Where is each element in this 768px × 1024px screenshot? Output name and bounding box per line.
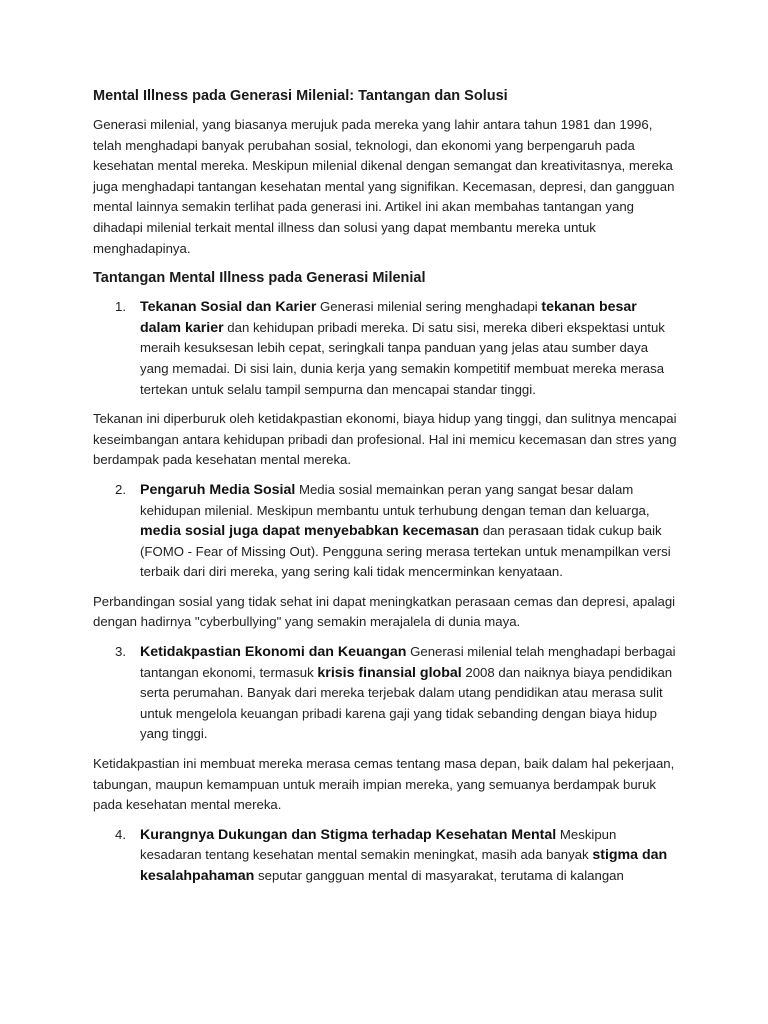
list-item-text: dan perasaan tidak cukup baik (FOMO - Fear of Missing Out). Pengguna sering merasa tertekan untuk menampilkan versi terbaik dari diri mereka, yang sering kali tidak mencerminkan kenyataan. [140,523,671,580]
list-item-number: 4. [115,826,126,842]
body-paragraph: Perbandingan sosial yang tidak sehat ini dapat meningkatkan perasaan cemas dan depresi, apalagi dengan hadirnya "cyberbullying" yang semakin merajalela di dunia maya. [93,593,676,630]
document-title: Mental Illness pada Generasi Milenial: Tantangan dan Solusi [93,88,508,104]
list-item-title: Kurangnya Dukungan dan Stigma terhadap Kesehatan Mental [140,826,557,843]
body-paragraph: Tekanan ini diperburuk oleh ketidakpastian ekonomi, biaya hidup yang tinggi, dan sulitnya mencapai keseimbangan antara kehidupan pribadi dan profesional. Hal ini memicu kecemasan dan stres yang berdampak pada kesehatan mental mereka. [93,411,677,468]
list-item-number: 1. [115,299,126,315]
list-item-emphasis: media sosial juga dapat menyebabkan kecemasan [140,523,480,540]
list-item-text: Meskipun kesadaran tentang kesehatan mental semakin meningkat, masih ada banyak [140,826,617,863]
list-item-title: Pengaruh Media Sosial [140,481,296,498]
intro-paragraph: Generasi milenial, yang biasanya merujuk pada mereka yang lahir antara tahun 1981 dan 1996, telah menghadapi banyak perubahan sosial, teknologi, dan ekonomi yang berpengaruh pada kesehatan mental mereka. Meskipun milenial dikenal dengan semangat dan kreativitasnya, mereka juga menghadapi tantangan kesehatan mental yang signifikan. Kecemasan, depresi, dan gangguan mental lainnya semakin terlihat pada generasi ini. Artikel ini akan membahas tantangan yang dihadapi milenial terkait mental illness dan solusi yang dapat membantu mereka untuk menghadapinya. [93,117,675,256]
list-item [93,642,678,745]
list-item-emphasis: tekanan besar dalam karier [140,299,637,336]
list-item [93,297,678,400]
challenge-list-1 [93,297,678,400]
list-item-text: seputar gangguan mental di masyarakat, terutama di kalangan [254,868,624,883]
challenge-list-2 [93,480,678,583]
challenge-list-4 [93,825,678,887]
list-item [93,480,678,583]
list-item-number: 2. [115,481,126,497]
list-item-emphasis: stigma dan kesalahpahaman [140,847,668,884]
list-item-text: Generasi milenial telah menghadapi berbagai tantangan ekonomi, termasuk [140,644,676,680]
list-item [93,825,678,887]
list-item-text: dan kehidupan pribadi mereka. Di satu sisi, mereka diberi ekspektasi untuk meraih kesuksesan lebih cepat, seringkali tanpa panduan yang jelas atau sumber daya yang memadai. Di sisi lain, dunia kerja yang semakin kompetitif membuat mereka merasa tertekan untuk selalu tampil sempurna dan mencapai standar tinggi. [140,319,665,397]
body-paragraph: Ketidakpastian ini membuat mereka merasa cemas tentang masa depan, baik dalam hal pekerjaan, tabungan, maupun kemampuan untuk meraih impian mereka, yang semuanya berdampak buruk pada kesehatan mental mereka. [93,756,675,813]
list-item-number: 3. [115,644,126,660]
challenge-list-3 [93,642,678,745]
list-item-title: Ketidakpastian Ekonomi dan Keuangan [140,644,407,661]
list-item-text: 2008 dan naiknya biaya pendidikan serta perumahan. Banyak dari mereka terjebak dalam utang pendidikan atau merasa sulit untuk mengelola keuangan pribadi karena gaji yang tidak sebanding dengan biaya hidup yang tinggi. [140,664,673,742]
list-item-text: Generasi milenial sering menghadapi [316,299,542,315]
section-heading: Tantangan Mental Illness pada Generasi Milenial [93,270,426,287]
list-item-title: Tekanan Sosial dan Karier [140,299,317,316]
list-item-text: Media sosial memainkan peran yang sangat besar dalam kehidupan milenial. Meskipun membantu untuk terhubung dengan teman dan keluarga, [140,481,650,518]
list-item-emphasis: krisis finansial global [317,664,462,681]
